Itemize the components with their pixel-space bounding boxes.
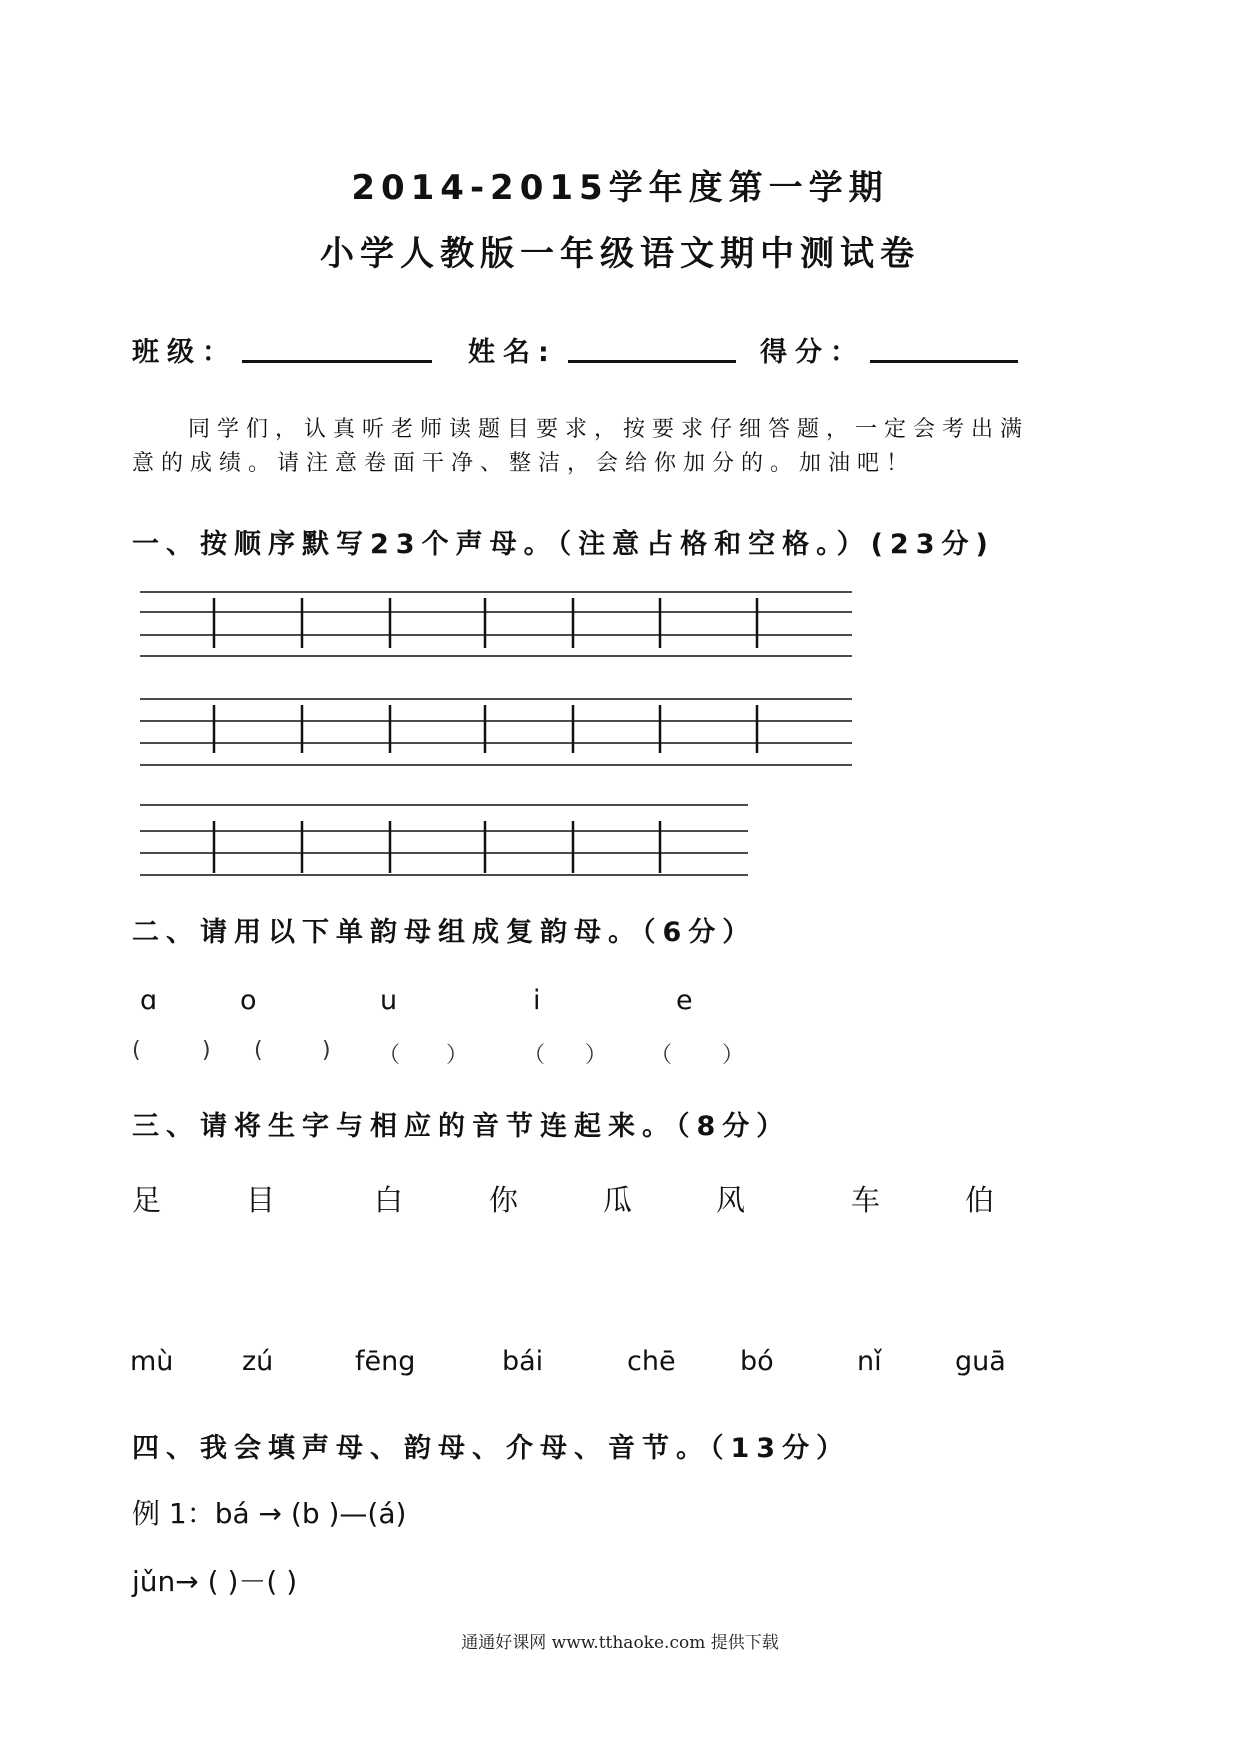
- section3-heading: 三、请将生字与相应的音节连起来。（8分）: [132, 1111, 791, 1142]
- intro-line-2: 意的成绩。请注意卷面干净、整洁，会给你加分的。加油吧！: [132, 451, 916, 476]
- character-feng[interactable]: 风: [716, 1183, 746, 1217]
- blank-open-3: （: [378, 1043, 401, 1068]
- syllable-gua[interactable]: guā: [955, 1346, 1006, 1377]
- character-zu[interactable]: 足: [132, 1183, 162, 1217]
- character-bo[interactable]: 伯: [965, 1183, 995, 1217]
- blank-open-1: (: [132, 1038, 141, 1063]
- section2-heading: 二、请用以下单韵母组成复韵母。（6分）: [132, 917, 757, 948]
- syllable-ni[interactable]: nǐ: [857, 1346, 882, 1377]
- vowel-o: o: [240, 985, 257, 1016]
- blank-open-4: （: [523, 1043, 546, 1068]
- syllable-zu[interactable]: zú: [242, 1346, 274, 1377]
- blank-close-1: ): [202, 1038, 211, 1063]
- syllable-che[interactable]: chē: [627, 1346, 676, 1377]
- character-mu[interactable]: 目: [246, 1183, 276, 1217]
- syllable-bai[interactable]: bái: [502, 1346, 544, 1377]
- character-ni[interactable]: 你: [489, 1183, 519, 1217]
- syllable-mu[interactable]: mù: [130, 1346, 174, 1377]
- name-field[interactable]: [568, 360, 736, 363]
- pinyin-grid-row-1[interactable]: [140, 590, 852, 660]
- vowel-e: e: [676, 985, 693, 1016]
- pinyin-grid-row-3[interactable]: [140, 803, 748, 879]
- page-subtitle: 小学人教版一年级语文期中测试卷: [320, 234, 920, 274]
- character-bai[interactable]: 白: [374, 1183, 404, 1217]
- class-field[interactable]: [242, 360, 432, 363]
- character-che[interactable]: 车: [851, 1183, 881, 1217]
- score-field[interactable]: [870, 360, 1018, 363]
- character-gua[interactable]: 瓜: [603, 1183, 633, 1217]
- name-label: 姓名:: [468, 337, 557, 368]
- footer-source: 通通好课网 www.tthaoke.com 提供下载: [461, 1633, 779, 1653]
- intro-line-1: 同学们，认真听老师读题目要求，按要求仔细答题，一定会考出满: [188, 417, 1030, 442]
- section1-heading: 一、按顺序默写23个声母。（注意占格和空格。）(23分): [132, 529, 995, 560]
- score-label: 得分：: [760, 337, 865, 368]
- syllable-bo[interactable]: bó: [740, 1346, 774, 1377]
- pinyin-grid-row-2[interactable]: [140, 697, 852, 769]
- blank-open-2: (: [254, 1038, 263, 1063]
- blank-close-2: ): [322, 1038, 331, 1063]
- example-line: 例 1：bá → (b )—(á): [132, 1497, 407, 1530]
- blank-close-3: ）: [446, 1043, 469, 1068]
- blank-open-5: （: [650, 1043, 673, 1068]
- vowel-i: i: [533, 985, 541, 1016]
- blank-close-4: ）: [585, 1043, 608, 1068]
- class-label: 班级：: [132, 337, 237, 368]
- vowel-u: u: [380, 985, 398, 1016]
- exercise-jun[interactable]: jǔn→ ( )－( ): [132, 1565, 298, 1598]
- vowel-a: ɑ: [140, 985, 158, 1016]
- section4-heading: 四、我会填声母、韵母、介母、音节。（13分）: [132, 1433, 851, 1464]
- syllable-feng[interactable]: fēng: [355, 1346, 416, 1377]
- blank-close-5: ）: [722, 1043, 745, 1068]
- page-title: 2014-2015学年度第一学期: [351, 168, 889, 208]
